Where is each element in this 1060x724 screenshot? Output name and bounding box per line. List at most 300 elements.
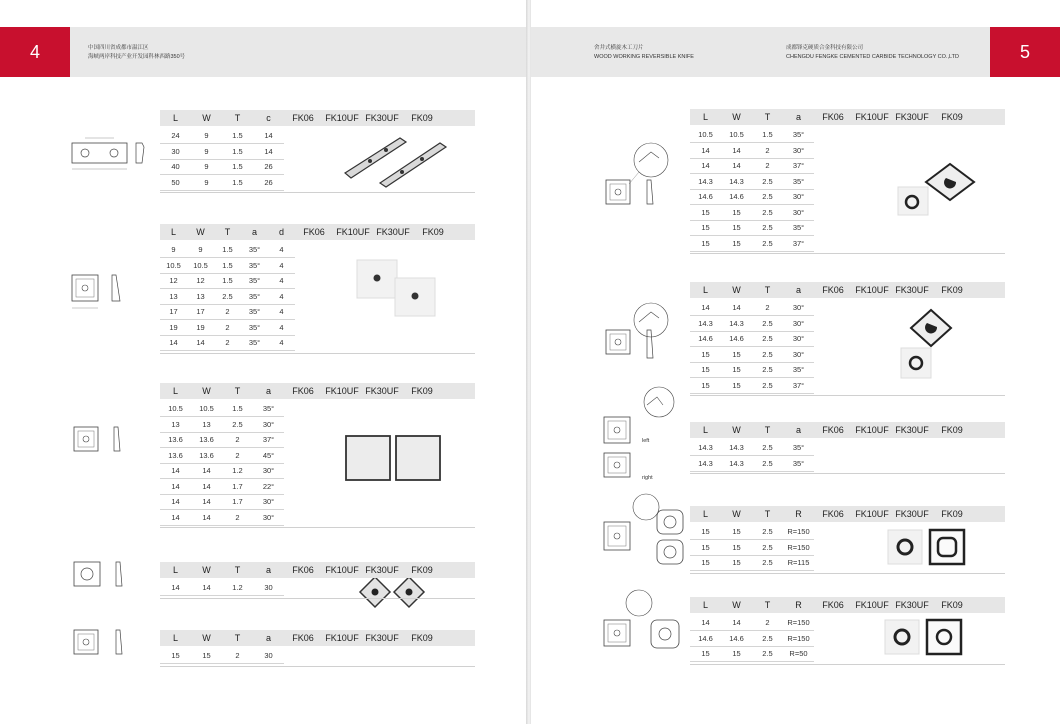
table-row [160,648,284,664]
table-row [690,143,814,159]
table-cell: 14 [732,145,741,155]
table-row [160,320,295,336]
table-cell: 45° [262,450,275,460]
table-cell: 30° [262,497,275,506]
table-cell: 13 [202,419,211,429]
insert-r1-photo [896,162,986,217]
table-cell: 15 [732,207,741,217]
column-header: W [196,227,205,237]
table-cell: 30° [262,466,275,475]
table-cell: 15 [732,365,741,374]
table-cell: 35° [792,130,805,139]
table-cell: 2.5 [762,558,773,567]
column-header: FK30UF [895,425,929,435]
table-cell: 37° [792,238,805,248]
column-header: FK10UF [855,425,889,435]
table-bottom-rule [160,192,475,193]
column-header: FK06 [292,565,314,575]
table-cell: 30° [792,303,805,312]
table-cell: 9 [204,131,209,140]
table-cell: 35° [792,458,805,468]
table-bottom-rule [690,473,1005,474]
table-cell: 14 [171,481,180,491]
table-row [690,331,814,347]
table-cell: 15 [171,651,180,660]
table-cell: 13.6 [199,435,214,444]
table-cell: 1.2 [232,583,243,592]
table-cell: 17 [196,307,205,316]
table-cell: 2.5 [762,633,773,643]
table-cell: 14 [701,145,710,155]
page-number: 5 [990,27,1060,77]
table-cell: 14 [202,466,211,475]
column-header: FK06 [822,285,844,295]
table-cell: 4 [279,322,284,332]
table-cell: 4 [279,260,284,270]
column-header: FK10UF [325,565,359,575]
table-row [160,417,284,433]
table-cell: 30° [792,192,805,201]
table-cell: 30° [262,512,275,522]
table-cell: 30° [262,419,275,429]
table-row [690,205,814,221]
table-cell: R=150 [787,542,810,552]
column-header: W [202,565,211,575]
table-cell: 15 [701,365,710,374]
table-cell: 14 [732,618,741,627]
table-cell: 14 [701,618,710,627]
column-header: FK10UF [855,509,889,519]
column-header: L [702,425,708,435]
table-cell: 14 [171,497,180,506]
column-header: W [202,386,211,396]
table-cell: 2.5 [762,207,773,217]
table-cell: 35° [792,176,805,186]
table-cell: 14 [264,146,273,156]
table-cell: 15 [701,223,710,232]
column-header: R [795,600,802,610]
table-cell: 15 [701,380,710,390]
column-header: FK06 [822,112,844,122]
table-cell: 2 [765,303,770,312]
column-header: L [702,112,708,122]
technical-drawing-square-insert [70,270,135,315]
table-row [690,300,814,316]
table-cell: 2 [765,145,770,155]
table-cell: 1.5 [222,276,233,285]
table-cell: 1.5 [232,404,243,413]
table-cell: 2.5 [762,365,773,374]
column-header: FK30UF [365,386,399,396]
table-cell: 30° [792,145,805,155]
column-header: T [234,565,241,575]
table-cell: 35° [248,322,261,332]
table-cell: 15 [701,558,710,567]
table-cell: 15 [732,223,741,232]
table-header [160,630,475,646]
table-cell: 14.3 [698,176,713,186]
table-row [690,220,814,236]
table-bottom-rule [690,664,1005,665]
column-header: FK10UF [855,112,889,122]
table-cell: 1.5 [232,177,243,187]
table-cell: 2.5 [762,649,773,658]
table-cell: 9 [204,177,209,187]
table-cell: 2.5 [762,223,773,232]
table-cell: 13.6 [168,435,183,444]
table-cell: 14.6 [729,334,744,343]
table-header [690,109,1005,125]
table-row [160,159,284,175]
table-row [690,347,814,363]
technical-drawing-strip-knife [70,135,150,180]
column-header: L [702,600,708,610]
column-header: T [234,633,241,643]
insert-r5-photo [883,618,963,658]
table-cell: 14 [169,338,178,347]
table-cell: 14.6 [729,192,744,201]
column-header: T [764,285,771,295]
column-header: FK09 [941,600,963,610]
table-cell: 40 [171,162,180,171]
table-cell: 2.5 [762,192,773,201]
table-row [690,540,814,556]
table-cell: 14 [701,161,710,170]
table-cell: 2.5 [762,458,773,468]
table-cell: 15 [701,238,710,248]
table-cell: 10.5 [698,130,713,139]
right-page [531,0,1060,724]
company-name-en: CHENGDU FENGKE CEMENTED CARBIDE TECHNOLOGY CO.,LTD [786,54,959,60]
column-header: FK06 [822,600,844,610]
table-cell: 1.2 [232,466,243,475]
table-cell: 13 [171,419,180,429]
table-cell: 14.3 [729,318,744,328]
column-header: T [224,227,231,237]
column-header: FK10UF [855,600,889,610]
table-cell: 2.5 [762,334,773,343]
column-header: a [265,565,271,575]
table-cell: 2 [235,651,240,660]
table-row [160,448,284,464]
table-cell: 19 [169,322,178,332]
column-header: FK10UF [325,113,359,123]
table-cell: 10.5 [168,404,183,413]
table-bottom-rule [160,598,475,599]
table-row [160,580,284,596]
column-header: W [732,600,741,610]
column-header: a [251,227,257,237]
technical-drawing-insert-5 [72,628,132,663]
table-cell: 13.6 [199,450,214,460]
column-header: FK06 [292,633,314,643]
table-cell: 14.3 [698,318,713,328]
table-cell: 35° [248,338,261,347]
table-cell: 14 [202,583,211,592]
column-header: FK06 [303,227,325,237]
table-cell: 2 [225,338,230,347]
table-cell: 2.5 [762,542,773,552]
table-cell: 37° [262,435,275,444]
table-row [160,128,284,144]
column-header: T [764,509,771,519]
table-header [160,562,475,578]
table-row [160,175,284,191]
table-cell: 1.7 [232,497,243,506]
technical-drawing-r4 [601,492,691,567]
insert-4-photo [358,575,433,610]
column-header: FK10UF [325,633,359,643]
column-header: W [732,509,741,519]
table-row [690,236,814,252]
table-cell: 30 [171,146,180,156]
column-header: a [795,285,801,295]
column-header: FK09 [411,386,433,396]
column-header: W [732,285,741,295]
column-header: T [764,425,771,435]
table-cell: 12 [169,276,178,285]
column-header: a [265,386,271,396]
table-row [160,273,295,289]
table-cell: 37° [792,161,805,170]
table-row [690,189,814,205]
table-cell: 10.5 [166,260,181,270]
table-cell: 10.5 [199,404,214,413]
table-cell: 2.5 [762,443,773,452]
table-cell: 4 [279,245,284,254]
table-cell: 19 [196,322,205,332]
column-header: W [732,425,741,435]
technical-drawing-r5 [601,588,691,663]
table-cell: 1.5 [762,130,773,139]
technical-drawing-r2 [601,300,671,375]
insert-r2-photo [899,308,969,383]
table-row [160,494,284,510]
technical-drawing-insert-4 [72,560,132,595]
column-header: L [170,227,176,237]
column-header: FK30UF [895,285,929,295]
column-header: FK06 [822,509,844,519]
column-header: a [795,425,801,435]
table-cell: 4 [279,307,284,316]
table-cell: 14 [202,497,211,506]
table-cell: 30° [792,207,805,217]
column-header: T [764,600,771,610]
table-cell: 24 [171,131,180,140]
column-header: FK30UF [895,509,929,519]
company-name-cn: 成都锋克硬质合金科技有限公司 [786,45,864,51]
table-row [160,401,284,417]
table-cell: 2.5 [762,527,773,536]
table-cell: 14.3 [729,176,744,186]
table-cell: 14.6 [698,192,713,201]
table-row [690,646,814,662]
table-row [160,304,295,320]
table-cell: 35° [792,365,805,374]
table-cell: 35° [248,260,261,270]
table-cell: 9 [204,146,209,156]
table-cell: 9 [171,245,176,254]
table-row [690,127,814,143]
table-bottom-rule [690,253,1005,254]
table-cell: 14 [202,512,211,522]
insert-r4-photo [886,528,966,568]
table-cell: R=150 [787,633,810,643]
table-header [690,422,1005,438]
table-cell: 9 [198,245,203,254]
header-band [0,27,528,77]
table-cell: 15 [732,649,741,658]
table-row [160,258,295,274]
technical-drawing-r3 [601,385,676,480]
column-header: L [172,386,178,396]
column-header: FK09 [941,509,963,519]
table-cell: 15 [701,349,710,359]
table-cell: 1.5 [232,162,243,171]
column-header: T [234,113,241,123]
table-cell: 35° [248,276,261,285]
column-header: FK06 [822,425,844,435]
column-header: FK09 [941,285,963,295]
column-header: FK30UF [376,227,410,237]
column-header: c [266,113,271,123]
technical-drawing-insert-3 [72,425,132,460]
column-header: L [172,565,178,575]
table-cell: 30° [792,318,805,328]
table-cell: 35° [248,291,261,301]
table-cell: 14 [264,131,273,140]
column-header: FK10UF [325,386,359,396]
table-cell: 35° [248,245,261,254]
table-cell: 13.6 [168,450,183,460]
table-cell: 14 [732,303,741,312]
table-cell: 14 [171,466,180,475]
table-cell: 1.5 [232,146,243,156]
table-cell: 14.6 [698,334,713,343]
table-header [690,282,1005,298]
table-cell: R=150 [787,618,810,627]
table-cell: 14.3 [729,443,744,452]
table-cell: 4 [279,291,284,301]
column-header: FK09 [411,113,433,123]
table-cell: 2.5 [762,176,773,186]
column-header: FK06 [292,386,314,396]
table-cell: 2 [235,435,240,444]
column-header: T [764,112,771,122]
address-line-2: 海峡两岸科技产业开发园科林西路350号 [88,54,186,60]
table-cell: 15 [701,542,710,552]
table-row [690,456,814,472]
table-cell: 10.5 [193,260,208,270]
column-header: FK09 [941,112,963,122]
table-header [160,383,475,399]
table-row [690,440,814,456]
table-cell: 14 [171,512,180,522]
table-cell: 2.5 [762,349,773,359]
table-row [690,174,814,190]
table-cell: 15 [701,649,710,658]
table-bottom-rule [160,527,475,528]
table-cell: R=150 [787,527,810,536]
strip-knife-photo [340,128,460,188]
column-header: d [278,227,284,237]
table-cell: 35° [262,404,275,413]
table-header [690,506,1005,522]
table-cell: 2 [225,322,230,332]
table-cell: 30° [792,349,805,359]
table-cell: 15 [732,527,741,536]
table-row [690,378,814,394]
column-header: FK09 [411,633,433,643]
table-cell: 14.3 [698,458,713,468]
table-row [690,362,814,378]
table-row [690,631,814,647]
table-cell: 1.5 [222,260,233,270]
column-header: L [702,509,708,519]
table-cell: 30 [264,583,273,592]
column-header: W [202,633,211,643]
table-cell: 2.5 [222,291,233,301]
table-cell: 1.7 [232,481,243,491]
table-cell: 2 [765,618,770,627]
column-header: L [172,113,178,123]
table-cell: 14.3 [698,443,713,452]
table-cell: 15 [202,651,211,660]
column-header: FK30UF [365,565,399,575]
insert-3-photo [343,433,443,488]
table-row [160,289,295,305]
table-row [690,615,814,631]
table-cell: 1.5 [222,245,233,254]
square-insert-photo [355,258,445,320]
table-cell: 2 [235,450,240,460]
column-header: T [234,386,241,396]
column-header: FK09 [411,565,433,575]
table-cell: R=50 [789,649,808,658]
table-cell: 14 [171,583,180,592]
table-row [160,144,284,160]
table-cell: 15 [701,527,710,536]
table-row [160,510,284,526]
technical-drawing-r1 [601,140,671,215]
table-cell: 35° [792,443,805,452]
address-line-1: 中国四川省成都市温江区 [88,45,149,51]
table-cell: 15 [732,238,741,248]
table-cell: 37° [792,380,805,390]
table-row [690,555,814,571]
table-cell: 9 [204,162,209,171]
column-header: FK30UF [895,600,929,610]
table-cell: 17 [169,307,178,316]
table-cell: 14 [196,338,205,347]
table-bottom-rule [690,395,1005,396]
table-cell: 2.5 [762,380,773,390]
table-row [160,335,295,351]
table-cell: 15 [701,207,710,217]
table-row [160,242,295,258]
table-cell: 2 [765,161,770,170]
column-header: FK30UF [895,112,929,122]
table-row [160,463,284,479]
table-cell: 35° [248,307,261,316]
label-left: left [642,438,650,444]
table-row [690,158,814,174]
column-header: W [732,112,741,122]
table-cell: 2 [225,307,230,316]
table-row [160,432,284,448]
table-row [690,316,814,332]
table-row [690,524,814,540]
